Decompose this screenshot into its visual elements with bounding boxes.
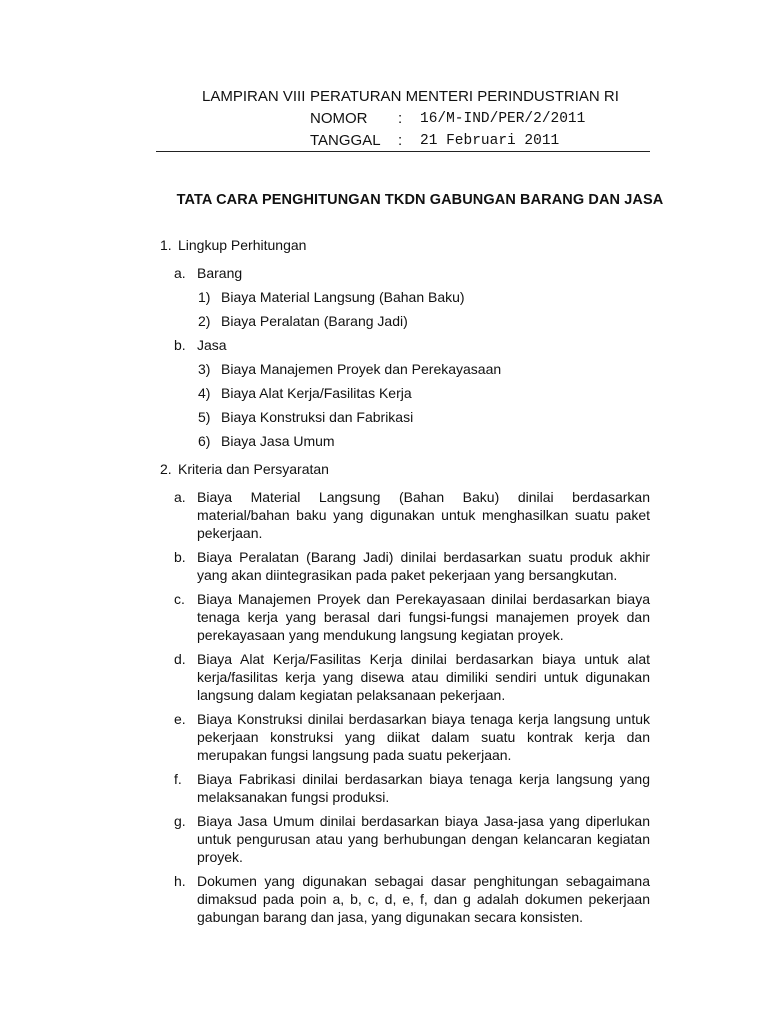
criteria-letter: f. xyxy=(174,771,182,787)
section-label: Lingkup Perhitungan xyxy=(178,237,307,253)
criteria-text: Biaya Material Langsung (Bahan Baku) dinilai berdasarkan material/bahan baku yang digunakan untuk menghasilkan suatu paket pekerjaan. xyxy=(197,489,650,541)
criteria-item xyxy=(174,770,650,806)
criteria-letter: d. xyxy=(174,651,186,667)
nomor-colon: : xyxy=(398,110,403,127)
criteria-letter: b. xyxy=(174,549,186,565)
nomor-value: 16/M-IND/PER/2/2011 xyxy=(420,111,586,127)
criteria-text: Biaya Alat Kerja/Fasilitas Kerja dinilai berdasarkan biaya untuk alat kerja/fasilitas kerja yang disewa atau dimiliki sendiri untuk digunakan langsung dalam kegiatan pelaksanaan pekerjaan. xyxy=(197,651,650,703)
document-title: TATA CARA PENGHITUNGAN TKDN GABUNGAN BARANG DAN JASA xyxy=(176,192,664,208)
item-text: Biaya Alat Kerja/Fasilitas Kerja xyxy=(221,385,412,401)
criteria-text: Biaya Konstruksi dinilai berdasarkan biaya tenaga kerja langsung untuk pekerjaan konstruksi yang diikat dalam suatu kontrak kerja dan merupakan fungsi langsung pada suatu pekerjaan. xyxy=(197,711,650,763)
regulation-title: PERATURAN MENTERI PERINDUSTRIAN RI xyxy=(310,88,619,105)
lampiran-label: LAMPIRAN VIII xyxy=(202,88,306,105)
criteria-letter: h. xyxy=(174,873,186,889)
section-2-heading xyxy=(160,460,650,478)
tanggal-value: 21 Februari 2011 xyxy=(420,133,560,149)
section-number: 2. xyxy=(160,461,172,477)
item-number: 6) xyxy=(198,433,211,449)
group-label: Barang xyxy=(197,265,243,281)
section-1-heading xyxy=(160,236,650,254)
item-text: Biaya Peralatan (Barang Jadi) xyxy=(221,313,408,329)
criteria-item xyxy=(174,812,650,866)
criteria-item xyxy=(174,548,650,584)
item-number: 3) xyxy=(198,361,211,377)
list-item xyxy=(198,408,650,426)
tanggal-label: TANGGAL xyxy=(310,132,381,149)
criteria-item xyxy=(174,650,650,704)
criteria-letter: a. xyxy=(174,489,186,505)
criteria-text: Dokumen yang digunakan sebagai dasar penghitungan sebagaimana dimaksud pada poin a, b, c, d, e, f, dan g adalah dokumen pekerjaan gabungan barang dan jasa, yang digunakan secara konsisten. xyxy=(197,873,650,925)
item-text: Biaya Manajemen Proyek dan Perekayasaan xyxy=(221,361,502,377)
document-header xyxy=(202,86,619,152)
group-barang xyxy=(174,264,650,282)
group-letter: a. xyxy=(174,265,186,281)
item-number: 4) xyxy=(198,385,211,401)
group-jasa xyxy=(174,336,650,354)
criteria-item xyxy=(174,488,650,542)
criteria-letter: g. xyxy=(174,813,186,829)
header-row-regulation xyxy=(202,86,619,108)
criteria-item xyxy=(174,710,650,764)
header-row-tanggal xyxy=(202,130,619,152)
item-text: Biaya Konstruksi dan Fabrikasi xyxy=(221,409,414,425)
item-number: 1) xyxy=(198,289,211,305)
item-number: 5) xyxy=(198,409,211,425)
criteria-text: Biaya Manajemen Proyek dan Perekayasaan dinilai berdasarkan biaya tenaga kerja yang berasal dari fungsi-fungsi manajemen proyek dan perekayasaan yang mendukung langsung kegiatan proyek. xyxy=(197,591,650,643)
list-item xyxy=(198,288,650,306)
criteria-text: Biaya Peralatan (Barang Jadi) dinilai berdasarkan suatu produk akhir yang akan diintegrasikan pada paket pekerjaan yang bersangkutan. xyxy=(197,549,650,583)
criteria-item xyxy=(174,590,650,644)
tanggal-colon: : xyxy=(398,132,403,149)
list-item xyxy=(198,432,650,450)
section-label: Kriteria dan Persyaratan xyxy=(178,461,329,477)
group-label: Jasa xyxy=(197,337,227,353)
list-item xyxy=(198,360,650,378)
criteria-letter: e. xyxy=(174,711,186,727)
list-item xyxy=(198,312,650,330)
group-letter: b. xyxy=(174,337,186,353)
header-row-nomor xyxy=(202,108,619,130)
item-text: Biaya Material Langsung (Bahan Baku) xyxy=(221,289,465,305)
criteria-item xyxy=(174,872,650,926)
nomor-label: NOMOR xyxy=(310,110,368,127)
section-number: 1. xyxy=(160,237,172,253)
criteria-letter: c. xyxy=(174,591,185,607)
criteria-text: Biaya Fabrikasi dinilai berdasarkan biaya tenaga kerja langsung yang melaksanakan fungsi produksi. xyxy=(197,771,650,805)
item-number: 2) xyxy=(198,313,211,329)
header-divider xyxy=(156,151,650,152)
list-item xyxy=(198,384,650,402)
criteria-text: Biaya Jasa Umum dinilai berdasarkan biaya Jasa-jasa yang diperlukan untuk pengurusan atau yang berhubungan dengan kelancaran kegiatan proyek. xyxy=(197,813,650,865)
item-text: Biaya Jasa Umum xyxy=(221,433,335,449)
document-body xyxy=(160,236,650,932)
